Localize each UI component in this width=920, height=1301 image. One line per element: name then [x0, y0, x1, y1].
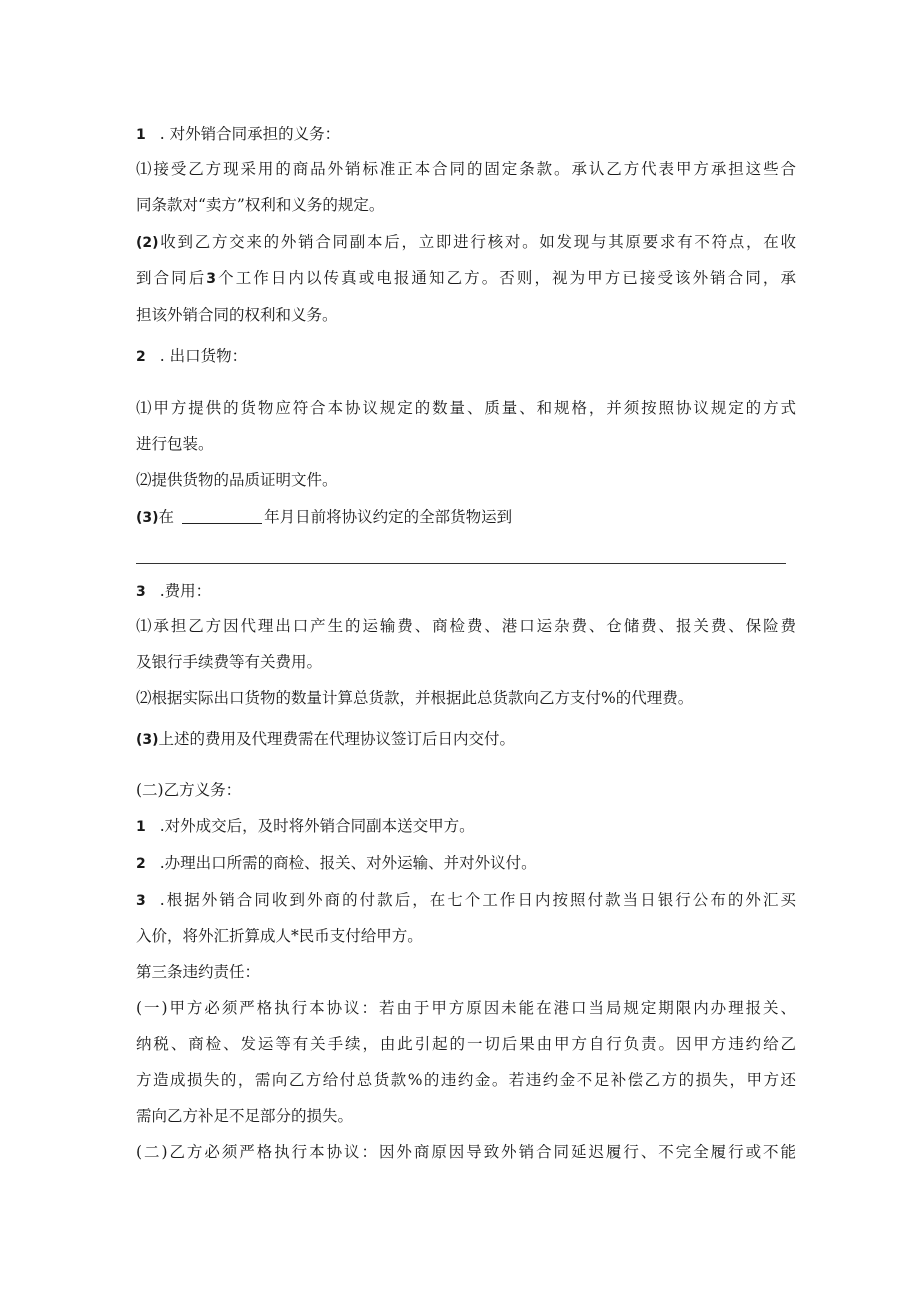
- line-text: 担该外销合同的权利和义务。: [136, 306, 338, 324]
- item-number: (3): [136, 510, 159, 526]
- line-text: 到合同后: [136, 269, 207, 287]
- item-number: 1: [136, 819, 146, 835]
- section-heading-party-b: [136, 780, 796, 800]
- line-text: (一)甲方必须严格执行本协议：若由于甲方原因未能在港口当局规定期限内办理报关、: [136, 999, 796, 1017]
- line-text: 方造成损失的，需向乙方给付总货款%的违约金。若违约金不足补偿乙方的损失，甲方还: [136, 1071, 796, 1089]
- clause-2-heading: [136, 346, 796, 367]
- line-text: 收到乙方交来的外销合同副本后，立即进行核对。如发现与其原要求有不符点，在收: [158, 233, 796, 251]
- text-line: [136, 1070, 796, 1090]
- text-line: [136, 305, 796, 325]
- text-line: [136, 688, 796, 708]
- horizontal-rule: [136, 563, 786, 564]
- text-line: [136, 1106, 796, 1126]
- line-text: 纳税、商检、发运等有关手续，由此引起的一切后果由甲方自行负责。因甲方违约给乙: [136, 1035, 796, 1053]
- text-line: [136, 1142, 796, 1162]
- line-text: ⑴接受乙方现采用的商品外销标准正本合同的固定条款。承认乙方代表甲方承担这些合: [136, 160, 796, 178]
- text-line: [136, 507, 796, 528]
- item-number: 3: [136, 893, 146, 909]
- text-line: [136, 232, 796, 253]
- line-text: .费用：: [159, 582, 212, 600]
- text-line: [136, 195, 796, 215]
- line-text: (二)乙方义务：: [136, 781, 242, 799]
- text-line: [136, 398, 796, 418]
- text-line: [136, 926, 796, 946]
- line-text: 需向乙方补足不足部分的损失。: [136, 1107, 354, 1125]
- line-text: 同条款对“卖方”权利和义务的规定。: [136, 196, 385, 214]
- line-text: 在: [158, 508, 175, 526]
- line-text: . 对外销合同承担的义务：: [159, 125, 341, 143]
- line-text: .对外成交后，及时将外销合同副本送交甲方。: [159, 817, 475, 835]
- item-number: 3: [136, 584, 146, 600]
- line-text: .办理出口所需的商检、报关、对外运输、并对外议付。: [159, 854, 537, 872]
- line-text: 第三条违约责任：: [136, 963, 261, 981]
- item-number: 1: [136, 127, 146, 143]
- item-number: (2): [136, 235, 159, 251]
- line-text: 进行包装。: [136, 435, 214, 453]
- line-text: 年月日前将协议约定的全部货物运到: [264, 508, 513, 526]
- line-text: 入价，将外汇折算成人*民币支付给甲方。: [136, 927, 423, 945]
- article-3-heading: [136, 962, 796, 982]
- text-line: [136, 268, 796, 289]
- line-text: ⑴承担乙方因代理出口产生的运输费、商检费、港口运杂费、仓储费、报关费、保险费: [136, 617, 796, 635]
- line-text: .根据外销合同收到外商的付款后，在七个工作日内按照付款当日银行公布的外汇买: [159, 891, 796, 909]
- item-number: 2: [136, 856, 146, 872]
- blank-underline: [182, 509, 262, 524]
- line-text: ⑵提供货物的品质证明文件。: [136, 471, 338, 489]
- text-line: [136, 1034, 796, 1054]
- line-text: . 出口货物：: [159, 347, 248, 365]
- line-text: (二)乙方必须严格执行本协议：因外商原因导致外销合同延迟履行、不完全履行或不能: [136, 1143, 796, 1161]
- text-line: [136, 729, 796, 750]
- item-number: 3: [206, 271, 217, 287]
- text-line: [136, 652, 796, 672]
- clause-1-heading: [136, 124, 796, 145]
- item-number: (3): [136, 732, 159, 748]
- item-number: 2: [136, 349, 146, 365]
- list-item: [136, 853, 796, 874]
- line-text: 及银行手续费等有关费用。: [136, 653, 323, 671]
- list-item: [136, 890, 796, 911]
- line-text: ⑴甲方提供的货物应符合本协议规定的数量、质量、和规格，并须按照协议规定的方式: [136, 399, 796, 417]
- text-line: [136, 470, 796, 490]
- clause-3-heading: [136, 581, 796, 602]
- line-text: 个工作日内以传真或电报通知乙方。否则，视为甲方已接受该外销合同，承: [216, 269, 796, 287]
- list-item: [136, 816, 796, 837]
- line-text: 上述的费用及代理费需在代理协议签订后日内交付。: [158, 730, 516, 748]
- text-line: [136, 434, 796, 454]
- line-text: ⑵根据实际出口货物的数量计算总货款，并根据此总货款向乙方支付%的代理费。: [136, 689, 694, 707]
- text-line: [136, 159, 796, 179]
- text-line: [136, 998, 796, 1018]
- text-line: [136, 616, 796, 636]
